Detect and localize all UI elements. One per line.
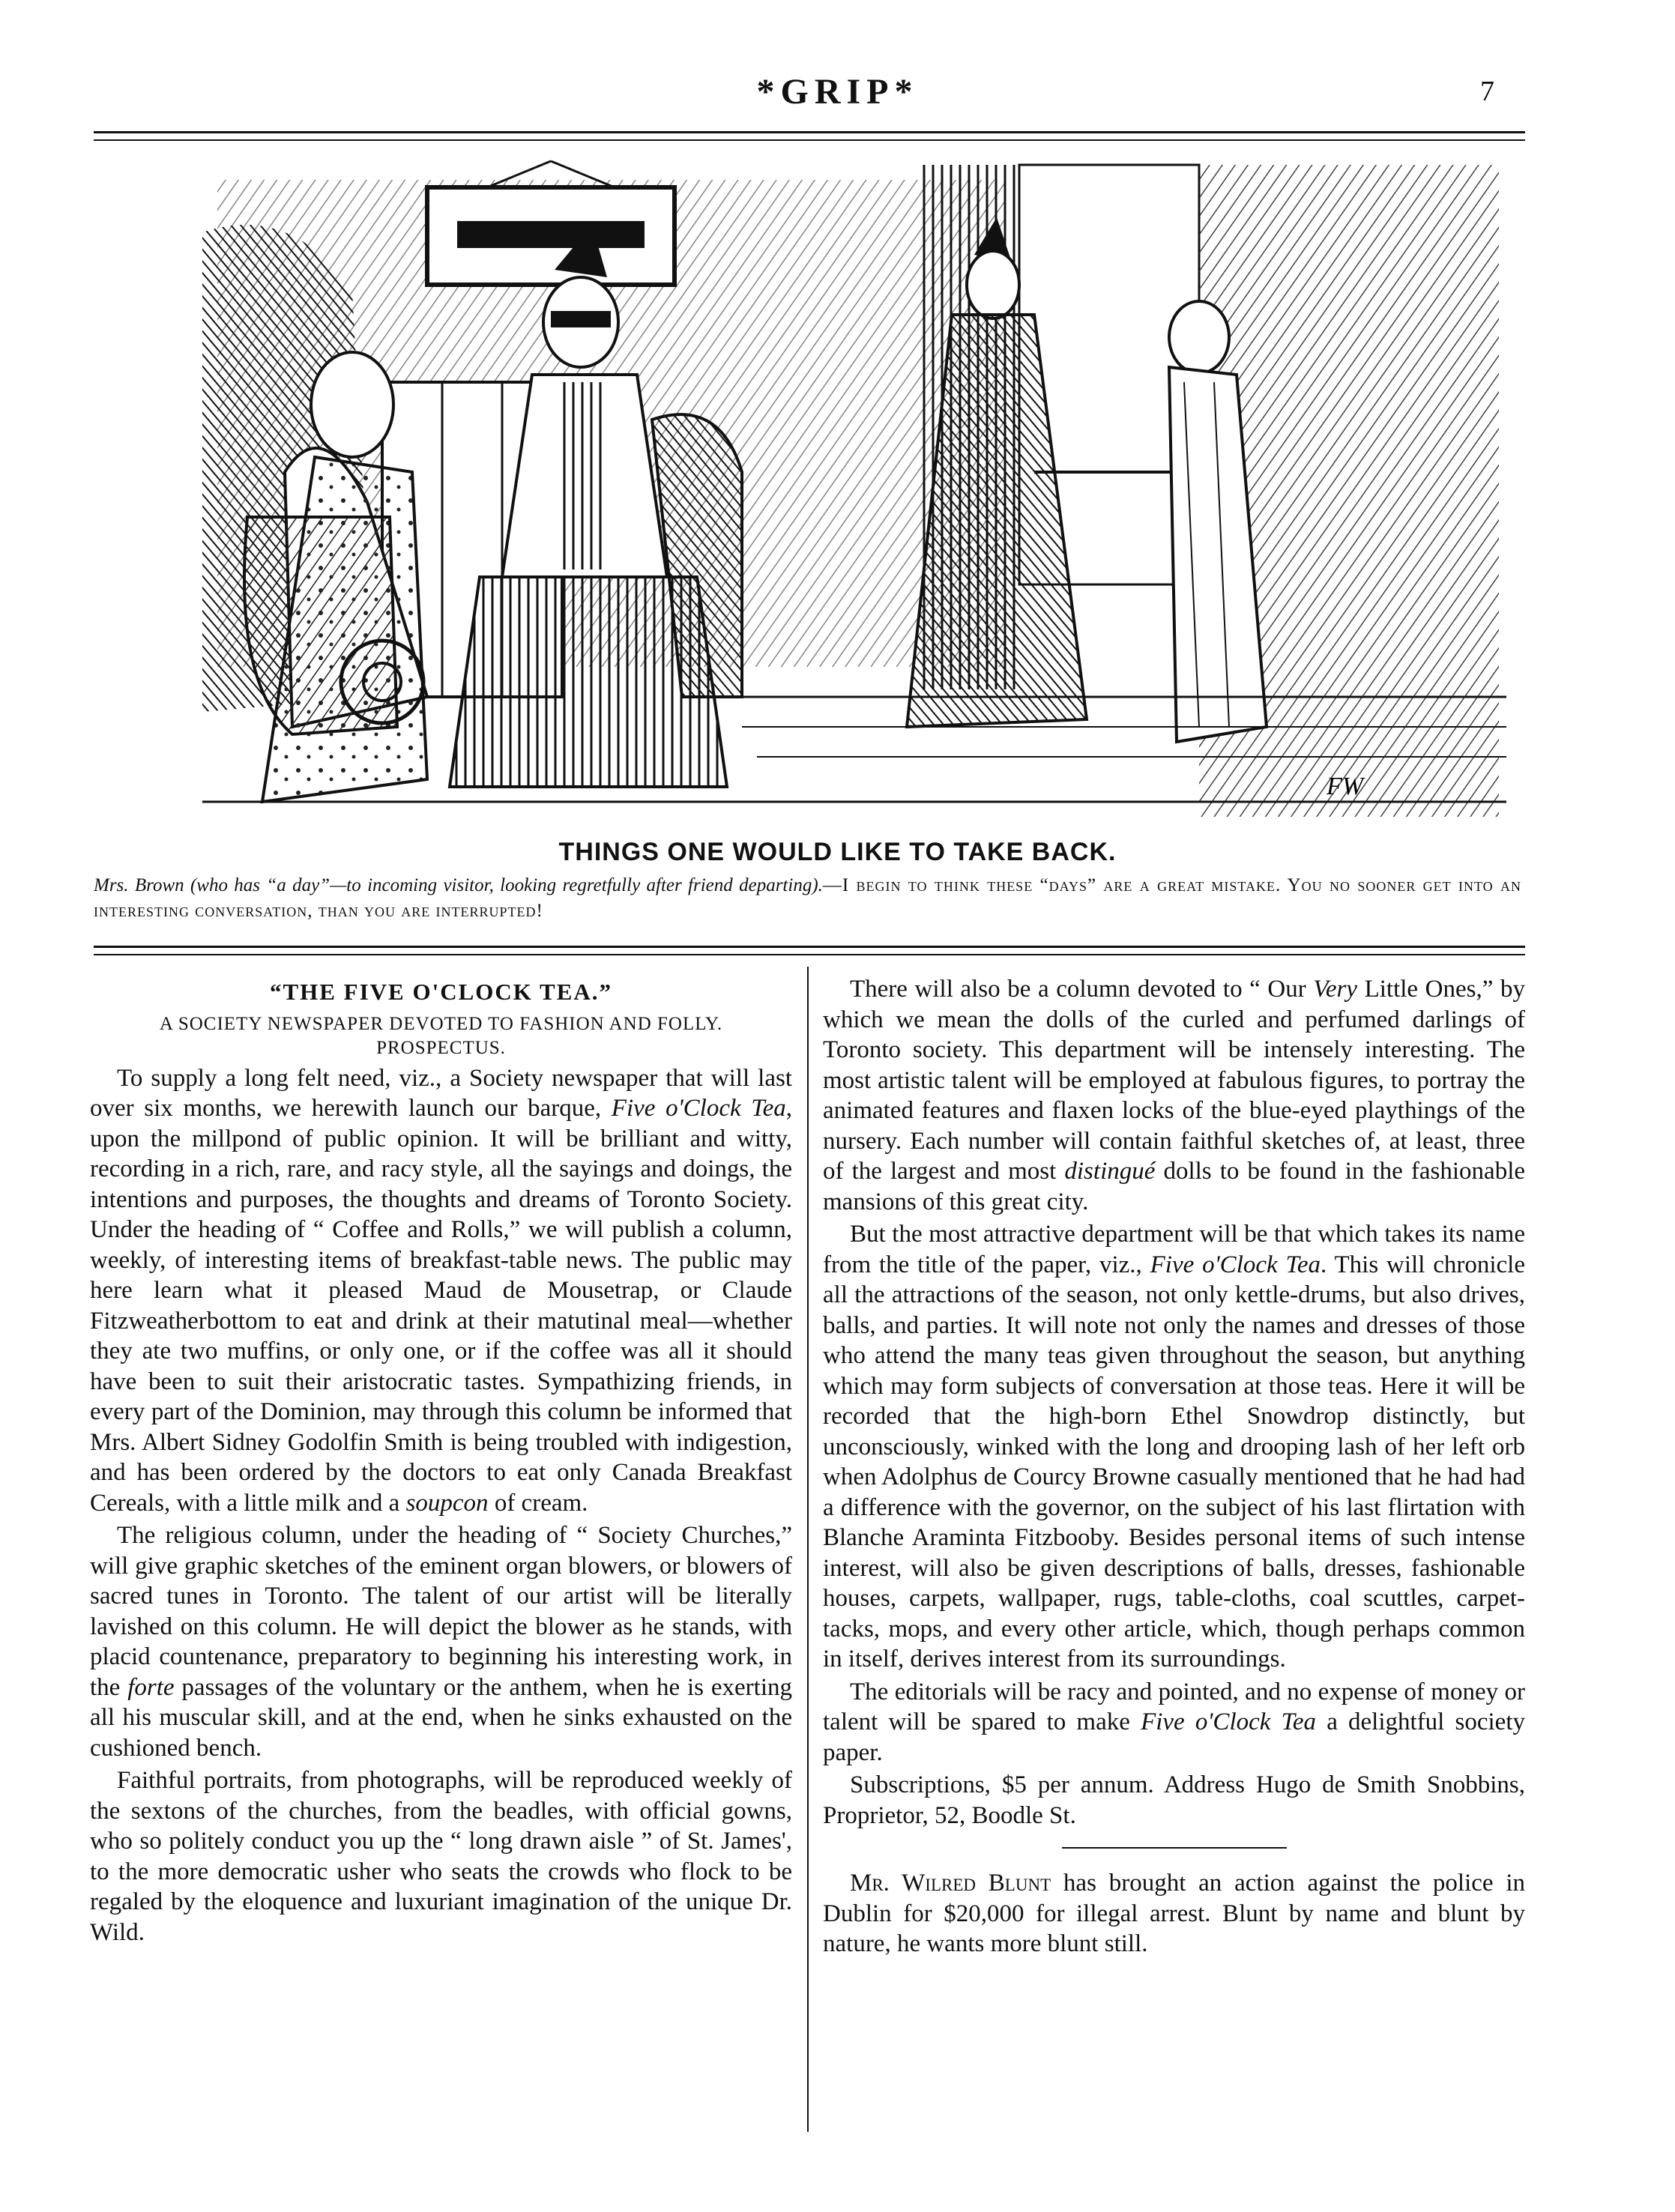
- caption-rule: [94, 946, 1525, 948]
- left-column: [90, 974, 792, 1947]
- cartoon-illustration: [202, 157, 1506, 824]
- news-item: [823, 1868, 1525, 1959]
- article-paragraph: The religious column, under the heading of “ Society Churches,” will give graphic sketches of the eminent organ blowers, or blowers of sacred tunes in Toronto. The talent of our artist will be literally lavished on this column. He will depict the blower as he stands, with placid countenance, preparatory to beginning his interesting work, in the forte passages of the voluntary or the anthem, when he is exerting all his muscular skill, and at the end, when he sinks exhausted on the cushioned bench.: [90, 1522, 793, 1762]
- article-prospectus: PROSPECTUS.: [376, 1037, 506, 1058]
- article-paragraph: Subscriptions, $5 per annum. Address Hugo de Smith Snobbins, Proprietor, 52, Boodle St.: [823, 1771, 1525, 1829]
- news-item-name: Mr. Wilred Blunt: [850, 1870, 1051, 1897]
- caption-title: THINGS ONE WOULD LIKE TO TAKE BACK.: [558, 838, 1117, 866]
- caption-rule-thin: [94, 954, 1525, 955]
- caption-text: [94, 873, 1521, 924]
- right-column: [823, 974, 1525, 1959]
- page-number: 7: [1480, 76, 1494, 107]
- article-paragraph: But the most attractive department will be that which takes its name from the title of the paper, viz., Five o'Clock Tea. This will chronicle all the attractions of the season, not only kettle-drums, but also drives, balls, and parties. It will note not only the names and dresses of those who attend the many teas given throughout the season, but anything which may form subjects of conversation at those teas. Here it will be recorded that the high-born Ethel Snowdrop distinctly, but unconsciously, winked with the long and drooping lash of her left orb when Adolphus de Courcy Browne casually mentioned that he had had a difference with the governor, on the subject of his last flirtation with Blanche Araminta Fitzbooby. Besides personal items of such intense interest, will also be given descriptions of balls, dresses, fashionable houses, carpets, wallpaper, rugs, table-cloths, coal scuttles, carpet-tacks, mops, and every other article, which, though perhaps common in itself, derives interest from its surroundings.: [823, 1221, 1525, 1672]
- header-rule-thin: [94, 139, 1525, 141]
- news-item-text: has brought an action against the police in Dublin for $20,000 for illegal arrest. Blunt by name and blunt by nature, he wants more blunt still.: [823, 1870, 1526, 1957]
- artist-signature: FW: [1327, 773, 1364, 800]
- caption-speaker: Mrs. Brown (who has “a day”—to incoming visitor, looking regretfully after friend departing).: [94, 875, 823, 895]
- article-title: “THE FIVE O'CLOCK TEA.”: [269, 979, 613, 1005]
- header-rule: [94, 131, 1525, 133]
- section-divider: [1062, 1847, 1287, 1849]
- masthead: *GRIP*: [756, 72, 919, 112]
- article-paragraph: Faithful portraits, from photographs, will be reproduced weekly of the sextons of the churches, from the beadles, with official gowns, who so politely conduct you up the “ long drawn aisle ” of St. James', to the more democratic usher who seats the crowds who flock to be regaled by the eloquence and luxuriant imagination of the unique Dr. Wild.: [90, 1767, 792, 1946]
- article-paragraph: There will also be a column devoted to “ Our Very Little Ones,” by which we mean the dolls of the curled and perfumed darlings of Toronto society. This department will be intensely interesting. The most artistic talent will be employed at fabulous figures, to portray the animated features and flaxen locks of the blue-eyed playthings of the nursery. Each number will contain faithful sketches of, at least, three of the largest and most distingué dolls to be found in the fashionable mansions of this great city.: [823, 976, 1526, 1215]
- article-paragraph: The editorials will be racy and pointed, and no expense of money or talent will be spared to make Five o'Clock Tea a delightful society paper.: [823, 1678, 1525, 1766]
- article-subtitle: A SOCIETY NEWSPAPER DEVOTED TO FASHION AND FOLLY.: [159, 1013, 723, 1034]
- article-paragraph: To supply a long felt need, viz., a Society newspaper that will last over six months, we herewith launch our barque, Five o'Clock Tea, upon the millpond of public opinion. It will be brilliant and witty, recording in a rich, rare, and racy style, all the sayings and doings, the intentions and purposes, the thoughts and dreams of Toronto Society. Under the heading of “ Coffee and Rolls,” we will publish a column, weekly, of interesting items of breakfast-table news. The public may here learn what it pleased Maud de Mousetrap, or Claude Fitzweatherbottom to eat and drink at their matutinal meal—whether they ate two muffins, or only one, or if the coffee was all it should have been to suit their aristocratic tastes. Sympathizing friends, in every part of the Dominion, may through this column be informed that Mrs. Albert Sidney Godolfin Smith is being troubled with indigestion, and has been ordered by the doctors to eat only Canada Breakfast Cereals, with a little milk and a soupcon of cream.: [90, 1064, 792, 1517]
- caption-quote: —I begin to think these “days” are a great mistake. You no sooner get into an interesting conversation, than you are interrupted!: [94, 875, 1521, 921]
- column-divider: [807, 967, 809, 2132]
